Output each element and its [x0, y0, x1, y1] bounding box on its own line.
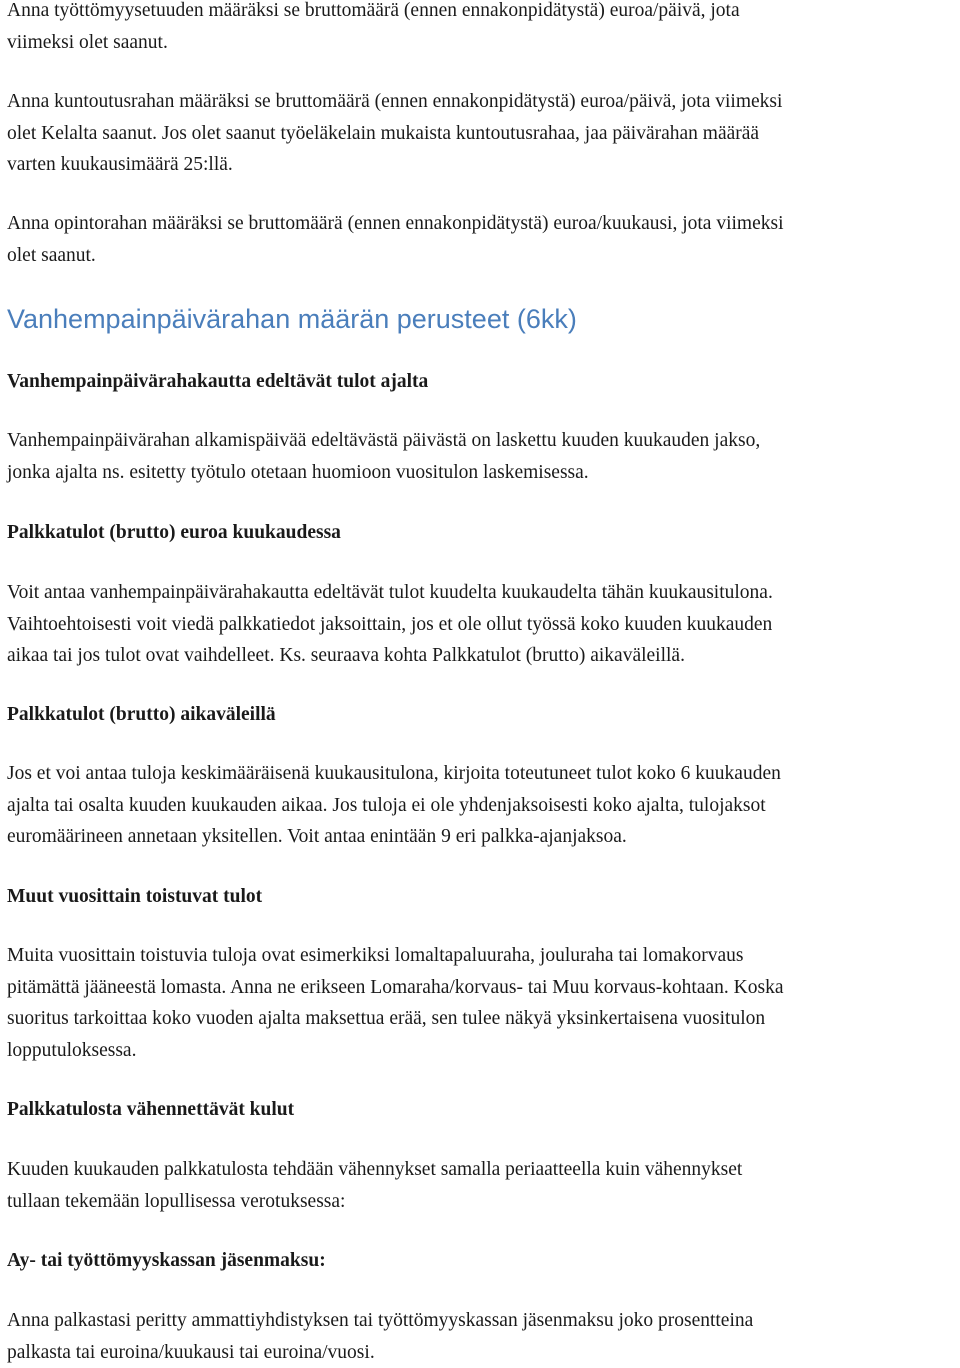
text-line: varten kuukausimäärä 25:llä.	[7, 149, 960, 181]
heading-palkkatulot-kuukaudessa: Palkkatulot (brutto) euroa kuukaudessa	[7, 517, 341, 549]
text-line: Anna palkastasi peritty ammattiyhdistyksen tai työttömyyskassan jäsenmaksu joko prosentteina	[7, 1305, 960, 1337]
paragraph-kuuden-kuukauden-jakso	[7, 425, 960, 488]
heading-muut-vuosittaiset-tulot: Muut vuosittain toistuvat tulot	[7, 881, 262, 913]
text-line: Kuuden kuukauden palkkatulosta tehdään vähennykset samalla periaatteella kuin vähennykset	[7, 1154, 960, 1186]
paragraph-opintoraha	[7, 208, 960, 271]
text-line: lopputuloksessa.	[7, 1035, 960, 1067]
text-line: Vaihtoehtoisesti voit viedä palkkatiedot jaksoittain, jos et ole ollut työssä koko kuuden kuukauden	[7, 609, 960, 641]
text-line: Anna opintorahan määräksi se bruttomäärä (ennen ennakonpidätystä) euroa/kuukausi, jota viimeksi	[7, 208, 960, 240]
paragraph-jasenmaksu	[7, 1305, 960, 1368]
paragraph-vahennykset	[7, 1154, 960, 1217]
text-line: Anna kuntoutusrahan määräksi se bruttomäärä (ennen ennakonpidätystä) euroa/päivä, jota viimeksi	[7, 86, 960, 118]
text-line: olet saanut.	[7, 240, 960, 272]
text-line: olet Kelalta saanut. Jos olet saanut työeläkelain mukaista kuntoutusrahaa, jaa päivärahan määrää	[7, 118, 960, 150]
text-line: euromäärineen annetaan yksitellen. Voit antaa enintään 9 eri palkka-ajanjaksoa.	[7, 821, 960, 853]
paragraph-vuosittaiset-tulot	[7, 940, 960, 1066]
text-line: Vanhempainpäivärahan alkamispäivää edeltävästä päivästä on laskettu kuuden kuukauden jakso,	[7, 425, 960, 457]
text-line: pitämättä jääneestä lomasta. Anna ne erikseen Lomaraha/korvaus- tai Muu korvaus-kohtaan. Koska	[7, 972, 960, 1004]
paragraph-tyottomyysetuus	[7, 0, 960, 58]
text-line: ajalta tai osalta kuuden kuukauden aikaa. Jos tuloja ei ole yhdenjaksoisesti koko ajalta, tulojaksot	[7, 790, 960, 822]
text-line: Jos et voi antaa tuloja keskimääräisenä kuukausitulona, kirjoita toteutuneet tulot koko 6 kuukauden	[7, 758, 960, 790]
text-line: aikaa tai jos tulot ovat vaihdelleet. Ks. seuraava kohta Palkkatulot (brutto) aikaväleillä.	[7, 640, 960, 672]
paragraph-kuukausitulo	[7, 577, 960, 672]
text-line: Voit antaa vanhempainpäivärahakautta edeltävät tulot kuudelta kuukaudelta tähän kuukausitulona.	[7, 577, 960, 609]
text-line: Anna työttömyysetuuden määräksi se bruttomäärä (ennen ennakonpidätystä) euroa/päivä, jota	[7, 0, 960, 27]
paragraph-palkka-ajanjaksot	[7, 758, 960, 853]
text-line: jonka ajalta ns. esitetty työtulo otetaan huomioon vuositulon laskemisessa.	[7, 457, 960, 489]
text-line: Muita vuosittain toistuvia tuloja ovat esimerkiksi lomaltapaluuraha, jouluraha tai lomakorvaus	[7, 940, 960, 972]
paragraph-kuntoutusraha	[7, 86, 960, 181]
text-line: viimeksi olet saanut.	[7, 27, 960, 59]
text-line: palkasta tai euroina/kuukausi tai euroina/vuosi.	[7, 1337, 960, 1368]
text-line: tullaan tekemään lopullisessa verotuksessa:	[7, 1186, 960, 1218]
heading-vahennettavat-kulut: Palkkatulosta vähennettävät kulut	[7, 1094, 294, 1126]
text-line: suoritus tarkoittaa koko vuoden ajalta maksettua erää, sen tulee näkyä yksinkertaisena vuositulon	[7, 1003, 960, 1035]
heading-edeltavat-tulot: Vanhempainpäivärahakautta edeltävät tulot ajalta	[7, 366, 428, 398]
heading-palkkatulot-aikavaleilla: Palkkatulot (brutto) aikaväleillä	[7, 699, 276, 731]
heading-jasenmaksu: Ay- tai työttömyyskassan jäsenmaksu:	[7, 1245, 326, 1277]
section-title: Vanhempainpäivärahan määrän perusteet (6kk)	[7, 302, 577, 336]
